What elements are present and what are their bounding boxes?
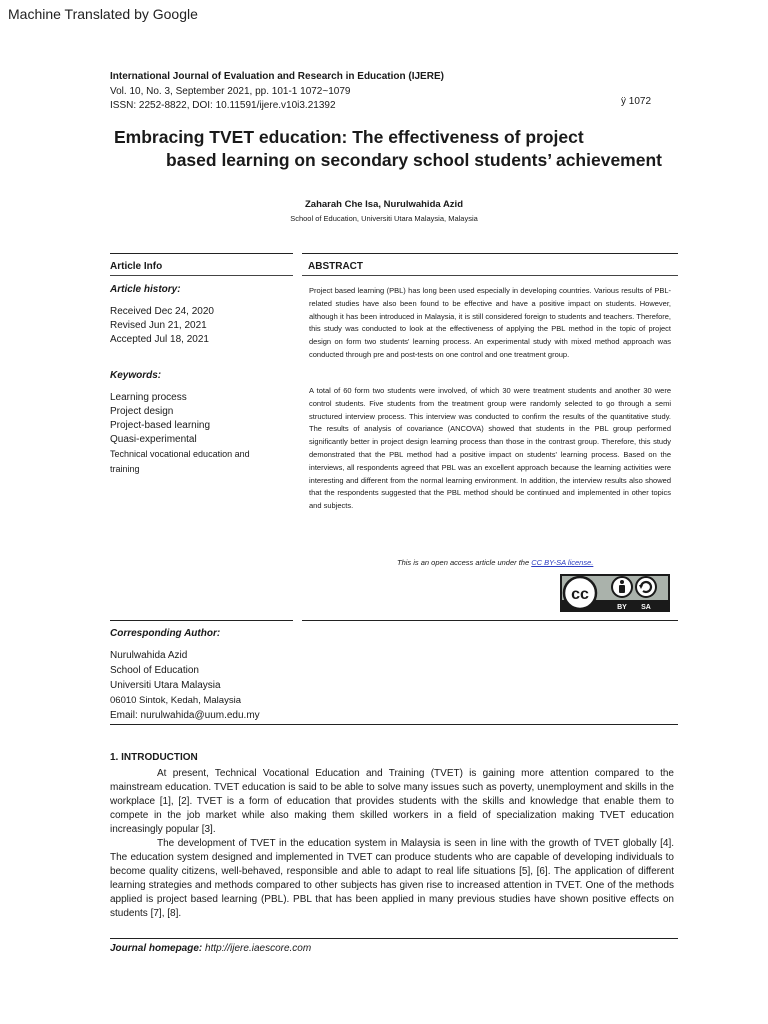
keyword-item: Project design: [110, 406, 174, 417]
divider: [110, 253, 293, 254]
introduction-body: [110, 767, 674, 921]
keyword-item: Project-based learning: [110, 420, 211, 431]
keyword-item: training: [110, 464, 140, 474]
intro-paragraph-1: At present, Technical Vocational Education and Training (TVET) is gaining more attention compared to the mainstream education. TVET education is said to be able to solve many issues such as poverty, unemployment and skills in the workplace [1], [2]. TVET is a form of education that provides students with the skills and knowledge that enable them to compete in the job market while also making them skilled workers in a field of specialization making TVET education increasingly popular [3].: [110, 768, 674, 835]
article-history-heading: Article history:: [110, 284, 181, 295]
divider: [110, 620, 293, 621]
introduction-heading: 1. INTRODUCTION: [110, 752, 198, 763]
article-history: [110, 305, 214, 347]
title-line-1: Embracing TVET education: The effectiveness of project: [114, 127, 584, 147]
authors: Zaharah Che Isa, Nurulwahida Azid: [304, 199, 463, 210]
keyword-item: Quasi-experimental: [110, 434, 197, 445]
translation-banner: Machine Translated by Google: [8, 6, 198, 22]
badge-sa-text: SA: [641, 604, 651, 611]
cc-by-sa-link[interactable]: CC BY-SA: [531, 558, 566, 567]
journal-header: [110, 70, 444, 114]
title-line-2: based learning on secondary school students’ achievement: [166, 150, 662, 170]
license-suffix[interactable]: license.: [565, 558, 594, 567]
journal-name: International Journal of Evaluation and Research in Education (IJERE): [110, 71, 444, 82]
corresponding-author-heading: Corresponding Author:: [110, 628, 221, 639]
abstract-paragraph-2: A total of 60 form two students were involved, of which 30 were treatment students and another 30 were control students. Five students from the treatment group were randomly selected to go through a semi structured interview process. This interview was conducted to confirm the results of the quantitative study. The results of analysis of covariance (ANCOVA) showed that students in the PBL group performed significantly better in project design learning process than those in the contrast group. Therefore, this study demonstrated that the PBL method had a positive impact on students' learning process. Based on the interviews, all respondents agreed that PBL was an excellent approach because the learning activities were interesting and different from the normal learning environment. In addition, the interview results also showed that the respondents suggested that the PBL method should be continued and implemented in other topics and subjects.: [309, 386, 671, 511]
affiliation: School of Education, Universiti Utara Malaysia, Malaysia: [290, 214, 478, 223]
license-statement: [397, 558, 593, 567]
intro-paragraph-2: The development of TVET in the education system in Malaysia is seen in line with the growth of TVET globally [4]. The education system designed and implemented in TVET can produce students who are capable of developing individuals to become quality citizens, well-behaved, responsible and able to adapt to real life situations [5], [6]. The application of different learning strategies and methods compared to other subjects has given rise to increased attention in TVET. One of the methods applied is project based learning (PBL). PBL that has been applied in many previous studies have shown positive effects on students [7], [8].: [110, 838, 674, 919]
badge-cc-text: cc: [571, 586, 589, 603]
keywords-heading: Keywords:: [110, 370, 162, 381]
corresponding-author-details: [110, 648, 260, 723]
keyword-item: Technical vocational education and: [110, 449, 250, 459]
volume-line: Vol. 10, No. 3, September 2021, pp. 101-1 1072~1079: [110, 85, 351, 97]
paper-title: [114, 126, 734, 172]
corr-address: 06010 Sintok, Kedah, Malaysia: [110, 695, 241, 706]
divider: [302, 253, 678, 254]
divider: [110, 275, 293, 276]
cc-by-sa-icon: [560, 574, 670, 612]
divider: [110, 938, 678, 939]
divider: [302, 620, 678, 621]
badge-by-text: BY: [617, 604, 627, 611]
corr-email[interactable]: Email: nurulwahida@uum.edu.my: [110, 710, 260, 721]
divider: [110, 724, 678, 725]
corr-school: School of Education: [110, 665, 199, 676]
article-info-heading: Article Info: [110, 261, 163, 272]
abstract-heading: ABSTRACT: [308, 261, 363, 272]
homepage-label: Journal homepage:: [110, 943, 203, 954]
corr-university: Universiti Utara Malaysia: [110, 680, 221, 691]
issn-doi-line: ISSN: 2252-8822, DOI: 10.11591/ijere.v10i3.21392: [110, 100, 336, 111]
revised-date: Revised Jun 21, 2021: [110, 320, 207, 331]
abstract-paragraph-1: Project based learning (PBL) has long been used especially in developing countries. Various results of PBL-related studies have also been found to be effective and have a positive impact on students. However, although it has been introduced in Malaysia, it is still considered foreign to students and teachers. Therefore, this study was conducted to look at the effectiveness of applying the PBL method in the topic of project design on form two students' learning process. An experimental study with mixed method approach was conducted through pre and post-tests on one control and one treatment group.: [309, 286, 671, 359]
homepage-url[interactable]: http://ijere.iaescore.com: [202, 943, 312, 954]
keyword-item: Learning process: [110, 392, 187, 403]
divider: [302, 275, 678, 276]
cc-by-sa-badge[interactable]: [560, 574, 670, 612]
accepted-date: Accepted Jul 18, 2021: [110, 334, 209, 345]
corr-name: Nurulwahida Azid: [110, 650, 188, 661]
license-prefix: This is an open access article under the: [397, 558, 532, 567]
journal-homepage: [110, 943, 311, 954]
received-date: Received Dec 24, 2020: [110, 306, 214, 317]
keywords-list: [110, 391, 250, 477]
page-number: ÿ 1072: [621, 96, 652, 107]
